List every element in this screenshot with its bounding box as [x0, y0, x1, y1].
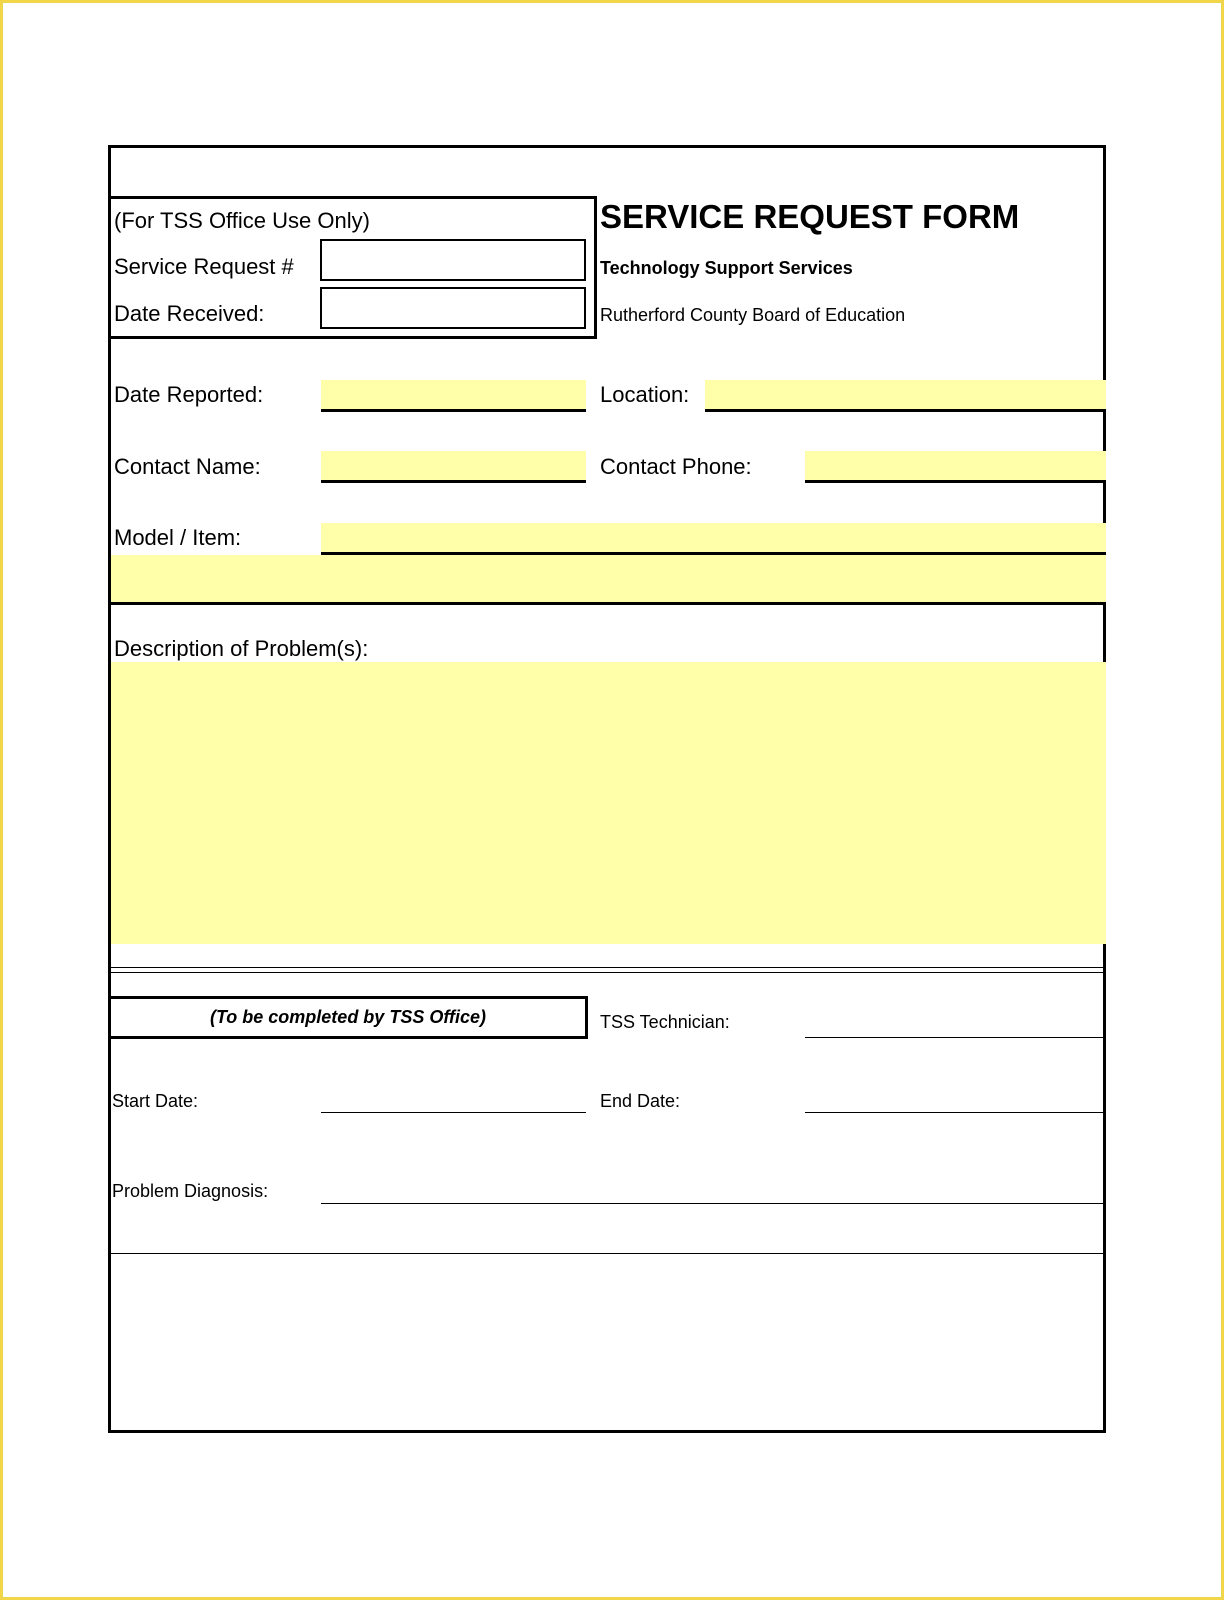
location-field[interactable] [705, 380, 1106, 412]
double-rule-top [111, 967, 1106, 968]
start-date-label: Start Date: [112, 1091, 199, 1111]
service-request-label: Service Request # [114, 254, 294, 279]
date-reported-field[interactable] [321, 380, 586, 412]
section-bottom-rule [111, 1253, 1106, 1254]
double-rule-bottom [111, 972, 1106, 973]
date-received-input[interactable] [320, 287, 586, 329]
contact-name-field[interactable] [321, 451, 586, 483]
section-divider [108, 602, 1106, 605]
department-name: Technology Support Services [600, 258, 853, 278]
contact-phone-field[interactable] [805, 451, 1106, 483]
date-reported-label: Date Reported: [114, 382, 264, 407]
tss-office-heading: (To be completed by TSS Office) [209, 1007, 487, 1027]
diagnosis-line[interactable] [321, 1203, 1106, 1204]
contact-name-label: Contact Name: [114, 454, 261, 479]
contact-phone-label: Contact Phone: [600, 454, 752, 479]
end-date-line[interactable] [805, 1112, 1106, 1113]
office-use-heading: (For TSS Office Use Only) [114, 208, 370, 233]
model-item-field[interactable] [321, 523, 1106, 555]
location-label: Location: [600, 382, 690, 407]
technician-line[interactable] [805, 1037, 1106, 1038]
form-title: SERVICE REQUEST FORM [600, 198, 1020, 235]
tss-office-heading-box [108, 996, 588, 1039]
description-label: Description of Problem(s): [114, 636, 369, 661]
technician-label: TSS Technician: [600, 1012, 730, 1032]
service-request-input[interactable] [320, 239, 586, 281]
diagnosis-label: Problem Diagnosis: [112, 1181, 269, 1201]
date-received-label: Date Received: [114, 301, 265, 326]
description-field[interactable] [111, 662, 1106, 944]
start-date-line[interactable] [321, 1112, 586, 1113]
organization-name: Rutherford County Board of Education [600, 305, 906, 325]
model-item-extra-field[interactable] [111, 555, 1106, 602]
end-date-label: End Date: [600, 1091, 681, 1111]
model-item-label: Model / Item: [114, 525, 242, 550]
